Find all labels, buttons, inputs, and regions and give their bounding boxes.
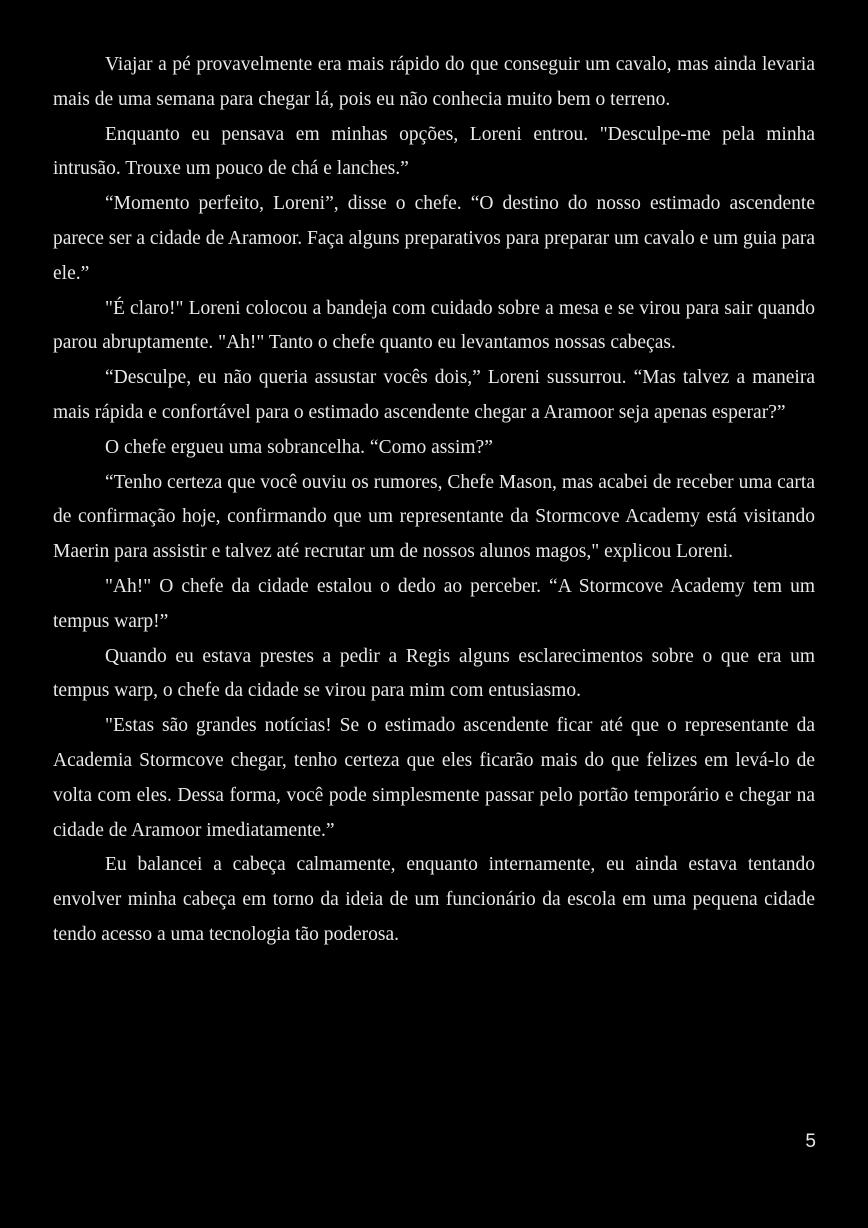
paragraph-3: “Momento perfeito, Loreni”, disse o chefe. “O destino do nosso estimado ascendente parece ser a cidade de Aramoor. Faça alguns preparativos para preparar um cavalo e um guia para ele.” [53, 193, 815, 284]
paragraph-4: "É claro!" Loreni colocou a bandeja com cuidado sobre a mesa e se virou para sair quando parou abruptamente. "Ah!" Tanto o chefe quanto eu levantamos nossas cabeças. [53, 297, 815, 354]
page-number: 5 [805, 1131, 816, 1152]
paragraph-6: O chefe ergueu uma sobrancelha. “Como assim?” [105, 436, 493, 458]
paragraph-5: “Desculpe, eu não queria assustar vocês dois,” Loreni sussurrou. “Mas talvez a maneira mais rápida e confortável para o estimado ascendente chegar a Aramoor seja apenas esperar?” [53, 367, 815, 423]
paragraph-11: Eu balancei a cabeça calmamente, enquanto internamente, eu ainda estava tentando envolver minha cabeça em torno da ideia de um funcionário da escola em uma pequena cidade tendo acesso a uma tecnologia tão poderosa. [53, 854, 815, 945]
text-body [53, 48, 815, 953]
paragraph-2: Enquanto eu pensava em minhas opções, Loreni entrou. "Desculpe-me pela minha intrusão. Trouxe um pouco de chá e lanches.” [53, 123, 815, 180]
paragraph-9: Quando eu estava prestes a pedir a Regis alguns esclarecimentos sobre o que era um tempus warp, o chefe da cidade se virou para mim com entusiasmo. [53, 645, 815, 702]
paragraph-10: "Estas são grandes notícias! Se o estimado ascendente ficar até que o representante da Academia Stormcove chegar, tenho certeza que eles ficarão mais do que felizes em levá-lo de volta com eles. Dessa forma, você pode simplesmente passar pelo portão temporário e chegar na cidade de Aramoor imediatamente.” [53, 715, 815, 841]
paragraph-7: “Tenho certeza que você ouviu os rumores, Chefe Mason, mas acabei de receber uma carta de confirmação hoje, confirmando que um representante da Stormcove Academy está visitando Maerin para assistir e talvez até recrutar um de nossos alunos magos," explicou Loreni. [53, 471, 815, 563]
paragraph-8: "Ah!" O chefe da cidade estalou o dedo ao perceber. “A Stormcove Academy tem um tempus warp!” [53, 575, 815, 632]
paragraph-1: Viajar a pé provavelmente era mais rápido do que conseguir um cavalo, mas ainda levaria mais de uma semana para chegar lá, pois eu não conhecia muito bem o terreno. [53, 54, 815, 110]
